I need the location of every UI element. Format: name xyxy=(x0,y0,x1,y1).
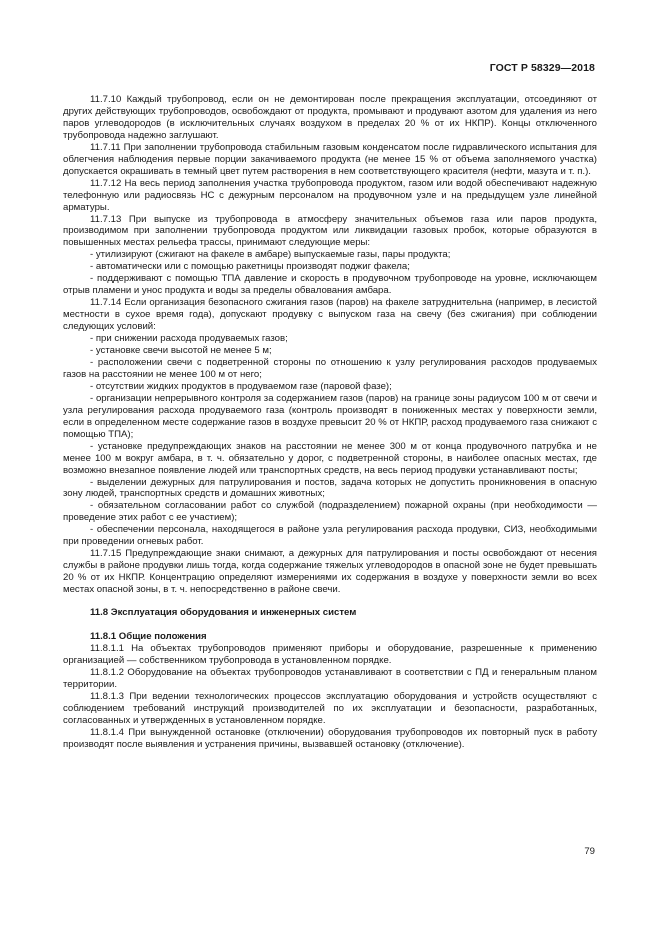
document-body xyxy=(63,94,597,751)
paragraph: 11.7.12 На весь период заполнения участка трубопровода продуктом, газом или водой обеспечивают надежную телефонную или радиосвязь НС с дежурным персоналом на продувочном узле и на предыдущем узле линейной арматуры. xyxy=(63,177,597,213)
paragraph: 11.8.1.2 Оборудование на объектах трубопроводов устанавливают в соответствии с ПД и генеральным планом территории. xyxy=(63,666,597,690)
paragraph: 11.8.1.4 При вынужденной остановке (отключении) оборудования трубопроводов их повторный пуск в работу производят после выявления и устранения причины, вызвавшей остановку (отключение). xyxy=(63,726,597,750)
paragraph: 11.8.1.3 При ведении технологических процессов эксплуатацию оборудования и устройств осуществляют с соблюдением требований инструкций производителей по их эксплуатации и безопасности, разработанных, согласованных и утвержденных в установленном порядке. xyxy=(63,690,597,726)
list-item: - при снижении расхода продуваемых газов; xyxy=(90,333,288,345)
paragraph: 11.7.13 При выпуске из трубопровода в атмосферу значительных объемов газа или паров продукта, производимом при заполнении трубопровода продуктом или ликвидации газовых пробок, которые образуются в повышенных местах рельефа трассы, принимают следующие меры: xyxy=(63,213,597,249)
list-item: - организации непрерывного контроля за содержанием газов (паров) на границе зоны радиусом 100 м от свечи и узла регулирования расхода продуваемого газа (контроль производят в пониженных местах у поверхности земли, если в определенном месте содержание газов в воздухе превысит 20 % от НКПР, расход продуваемого газа снижают с помощью ТПА); xyxy=(63,392,597,440)
document-header: ГОСТ Р 58329—2018 xyxy=(489,62,595,74)
list-item: - установке предупреждающих знаков на расстоянии не менее 300 м от конца продувочного патрубка и не менее 100 м вокруг амбара, в т. ч. обязательно у дорог, с подветренной стороны, в наиболее опасных местах, где возможно внезапное появление людей или транспортных средств, на весь период продувки устанавливают посты; xyxy=(63,440,597,476)
list-item: - установке свечи высотой не менее 5 м; xyxy=(90,345,272,357)
list-item: - обязательном согласовании работ со службой (подразделением) пожарной охраны (при необходимости — проведение этих работ с ее участием); xyxy=(63,500,597,524)
paragraph: 11.7.15 Предупреждающие знаки снимают, а дежурных для патрулирования и посты освобождают от несения службы в районе продувки лишь тогда, когда содержание тяжелых углеводородов в опасной зоне не будет превышать 20 % от их НКПР. Концентрацию определяют измерениями их содержания в воздухе у поверхности земли во всех местах опасной зоны, в т. ч. непосредственно в районе свечи. xyxy=(63,548,597,596)
list-item: - выделении дежурных для патрулирования и постов, задача которых не допустить проникновения в опасную зону людей, транспортных средств и домашних животных; xyxy=(63,476,597,500)
paragraph: 11.7.11 При заполнении трубопровода стабильным газовым конденсатом после гидравлического испытания для облегчения наблюдения первые порции закачиваемого продукта (не менее 15 % от объема заполняемого участка) допускается окрашивать в темный цвет путем растворения в нем соответствующего красителя (нефти, мазута и т. п.). xyxy=(63,141,597,177)
paragraph: 11.8.1.1 На объектах трубопроводов применяют приборы и оборудование, разрешенные к применению организацией — собственником трубопровода в установленном порядке. xyxy=(63,642,597,666)
list-item: - поддерживают с помощью ТПА давление и скорость в продувочном трубопроводе на уровне, исключающем отрыв пламени и унос продукта и воды за пределы обвалования амбара. xyxy=(63,273,597,297)
paragraph: 11.7.10 Каждый трубопровод, если он не демонтирован после прекращения эксплуатации, отсоединяют от других действующих трубопроводов, освобождают от продукта, промывают и продувают азотом для удаления из него паров углеводородов (в исключительных случаях воздухом в пределах 20 % от их НКПР). Концы отключенного трубопровода надежно заглушают. xyxy=(63,94,597,141)
subsection-heading: 11.8.1 Общие положения xyxy=(90,630,207,642)
section-heading: 11.8 Эксплуатация оборудования и инженерных систем xyxy=(90,607,357,619)
list-item: - автоматически или с помощью ракетницы производят поджиг факела; xyxy=(90,261,410,273)
paragraph: 11.7.14 Если организация безопасного сжигания газов (паров) на факеле затруднительна (например, в лесистой местности в сухое время года), допускают продувку с выпуском газа на свечу (без сжигания) при соблюдении следующих условий: xyxy=(63,297,597,333)
list-item: - утилизируют (сжигают на факеле в амбаре) выпускаемые газы, пары продукта; xyxy=(90,249,451,261)
list-item: - отсутствии жидких продуктов в продуваемом газе (паровой фазе); xyxy=(90,380,392,392)
list-item: - обеспечении персонала, находящегося в районе узла регулирования расхода продувки, СИЗ, необходимыми при проведении огневых работ. xyxy=(63,524,597,548)
list-item: - расположении свечи с подветренной стороны по отношению к узлу регулирования расходов продуваемых газов на расстоянии не менее 100 м от него; xyxy=(63,356,597,380)
page-number: 79 xyxy=(584,846,595,857)
